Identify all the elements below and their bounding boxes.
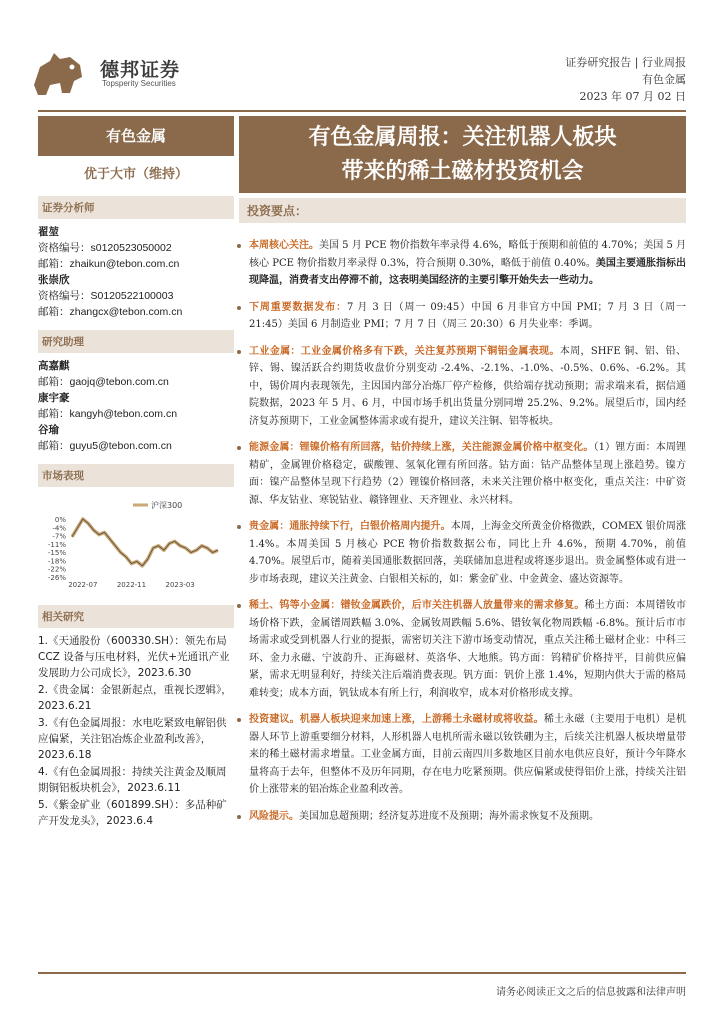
key-point-text: 7 月 3 日（周一 09:45）中国 6 月非官方中国 PMI；7 月 3 日（周一 21:45）美国 6 月制造业 PMI；7 月 7 日（周三 20:30）6 月失业率：季调。 [249,301,687,330]
company-logo [30,47,190,99]
left-sidebar [38,196,234,830]
key-point-risks [239,808,686,826]
assistants-heading: 研究助理 [38,330,234,353]
key-point-lead: 稀土、钨等小金属：镨钕金属跌价，后市关注机器人放量带来的需求修复。 [249,600,585,611]
analyst-email[interactable]: 邮箱：zhaikun@tebon.com.cn [38,258,180,270]
market-chart-svg [38,497,234,593]
key-point-investment-advice [239,711,686,799]
key-point-text: 美国 5 月 PCE 物价指数年率录得 4.6%，略低于预期和前值的 4.70%；美国 5 月核心 PCE 物价指数月率录得 0.3%，符合预期 0.30%，略低于前值 0.40%。 [249,240,687,269]
analyst-license: 资格编号：s0120523050002 [38,242,172,254]
key-point-strong: 美国主要通胀指标出现降温，消费者支出停滞不前，这表明美国经济的主要引擎开始失去一些动力。 [249,257,687,286]
related-item[interactable]: 3.《有色金属周报：水电吃紧致电解铝供应偏紧，关注铝冶炼企业盈利改善》，2023.6.18 [38,717,227,761]
legend-label: 沪深300 [151,501,183,510]
key-point-text: 美国加息超预期；经济复苏进度不及预期；海外需求恢复不及预期。 [299,810,599,822]
y-tick-label: -26% [47,574,66,582]
key-point-text: 本周，SHFE 铜、铝、铅、锌、锡、镍活跃合约期货收盘价分别变动 -2.4%、-2.1%、-1.0%、-0.5%、0.6%、-6.2%。其中，锡价周内表现领先，主因国内部分冶炼厂停产检修，供给端存扰动预期；需求端来看，据信通院数据，2023 年 5 月、6 月，中国市场手机出货量分别同增 25.2%、9.2%。展望后市，国内经济复苏预期下，工业金属整体需求或有提升，建议关注铜、铝等板块。 [249,345,687,427]
assistant-block [38,358,234,454]
company-name-en: Topsperity Securities [102,79,176,88]
series-line-hs300 [72,519,218,566]
key-points-list [239,237,686,825]
key-point-minor-metals [239,597,686,702]
analysts-heading: 证券分析师 [38,196,234,219]
analyst-block [38,224,234,320]
related-heading: 相关研究 [38,605,234,628]
footer-disclaimer: 请务必阅读正文之后的信息披露和法律声明 [496,987,686,998]
key-point-lead: 投资建议。机器人板块迎来加速上涨，上游稀土永磁材或将收益。 [249,714,544,725]
y-tick-label: -22% [47,565,66,574]
key-point-text: 本周，上海金交所黄金价格微跌，COMEX 银价周涨 1.4%。本周美国 5 月核心 PCE 物价指数数据公布，同比上升 4.6%，预期 4.70%，前值 4.70%。展望后市，随着美国通胀数据回落，美联储加息进程或将逐步退出。贵金属整体或有进一步市场表现，建议关注黄金、白银相关标的，如：紫金矿业、中金黄金、盛达资源等。 [249,521,687,585]
key-point-lead: 能源金属：锂镍价格有所回落，钴价持续上涨，关注能源金属价格中枢变化。 [249,442,594,453]
related-item[interactable]: 2.《贵金属：金银新起点，重视长逻辑》，2023.6.21 [38,684,232,712]
x-tick-label: 2022-11 [116,581,147,589]
assistant-email[interactable]: 邮箱：guyu5@tebon.com.cn [38,440,172,452]
y-tick-label: 0% [54,516,66,524]
key-point-text: 稀土方面：本周镨钕市场价格下跌，金属镨周跌幅 3.0%、金属钕周跌幅 5.6%、镨钕氧化物周跌幅 -6.8%。预计后市市场需求或受到机器人行业的提振，需密切关注下游市场变动情况，重点关注稀土磁材企业：中科三环、金力永磁、宁波韵升、正海磁材、英洛华、大地熊。钨方面：钨精矿价格持平，目前供应偏紧，需求无明显利好，持续关注后端消费表现。钒方面：钒价上涨 1.4%，短期内供大于需的格局难转变；成本方面，钒钛成本有所上行，利润收窄，成本对价格形成支撑。 [249,600,687,699]
analyst-name: 翟堃 [38,226,59,238]
key-point-lead: 风险提示。 [249,810,299,822]
key-points-heading: 投资要点： [239,198,686,223]
market-heading: 市场表现 [38,464,234,487]
report-meta [565,54,686,105]
key-point-lead: 贵金属：通胀持续下行，白银价格周内提升。 [249,521,451,532]
title-line-1: 有色金属周报：关注机器人板块 [308,125,617,150]
analyst-license: 资格编号：S0120522100003 [38,290,174,302]
key-point-lead: 下周重要数据发布： [249,301,347,313]
key-point-core [239,237,686,290]
assistant-name: 康宇豪 [38,392,70,404]
series-line-hs300-outline [72,519,218,566]
key-point-text: （1）锂方面：本周锂精矿，金属锂价格稳定，碳酸锂、氢氧化锂有所回落。钴方面：钴产品整体呈现上涨趋势。镍方面：镍产品整体呈现下行趋势（2）锂镍价格回落，未来关注锂价格中枢变化，重点关注：中矿资源、华友钴业、寒锐钴业、赣锋锂业、天齐锂业、永兴材料。 [249,442,686,506]
report-sector: 有色金属 [642,73,686,86]
assistant-name: 谷瑜 [38,424,59,436]
related-item[interactable]: 1.《天通股份（600330.SH）：领先布局 CCZ 设备与压电材料，光伏+光通讯产业发展助力公司成长》，2023.6.30 [38,635,230,679]
analyst-email[interactable]: 邮箱：zhangcx@tebon.com.cn [38,306,183,318]
bull-logo-icon [30,47,86,99]
market-chart [38,497,234,593]
footer-divider [38,972,686,974]
header-divider [38,110,686,112]
main-content [239,198,686,834]
related-item[interactable]: 5.《紫金矿业（601899.SH）：多品种矿产开发龙头》，2023.6.4 [38,799,227,827]
x-tick-label: 2023-03 [165,581,195,589]
sector-label: 有色金属 [38,116,234,156]
key-point-data-release [239,299,686,334]
report-type: 证券研究报告 | 行业周报 [565,56,686,69]
x-tick-label: 2022-07 [68,581,98,589]
analyst-name: 张崇欣 [38,274,70,286]
key-point-precious-metals [239,518,686,588]
company-name-cn: 德邦证券 [100,59,181,81]
key-point-lead: 本周核心关注。 [249,240,319,251]
y-tick-label: -4% [52,524,66,533]
related-item[interactable]: 4.《有色金属周报：持续关注黄金及顺周期铜铝板块机会》，2023.6.11 [38,766,227,794]
related-list [38,633,234,829]
assistant-name: 高嘉麒 [38,360,70,372]
key-point-energy-metals [239,439,686,509]
assistant-email[interactable]: 邮箱：kangyh@tebon.com.cn [38,408,178,420]
key-point-industrial-metals [239,343,686,431]
y-tick-label: -11% [47,540,66,549]
rating-label: 优于大市（维持） [83,167,188,182]
title-line-2: 带来的稀土磁材投资机会 [341,159,584,184]
report-date: 2023 年 07 月 02 日 [579,90,686,103]
key-point-text: 稀土永磁（主要用于电机）是机器人环节上游重要细分材料，人形机器人电机所需永磁以钕铁硼为主，后续关注机器人板块增量带来的稀土磁材需求增量。工业金属方面，目前云南四川多数地区目前水电供应良好，预计今年降水量将高于去年，但整体不及历年同期，存在电力吃紧预期。供应偏紧或使得铝价上涨，持续关注铝价上涨带来的铝冶炼企业盈利改善。 [249,714,687,795]
y-tick-label: -15% [47,549,66,558]
report-title [239,116,686,193]
assistant-email[interactable]: 邮箱：gaojq@tebon.com.cn [38,376,169,388]
key-point-lead: 工业金属：工业金属价格多有下跌，关注复苏预期下铜铝金属表现。 [249,345,560,357]
y-tick-label: -18% [47,557,66,566]
y-tick-label: -7% [52,532,66,541]
